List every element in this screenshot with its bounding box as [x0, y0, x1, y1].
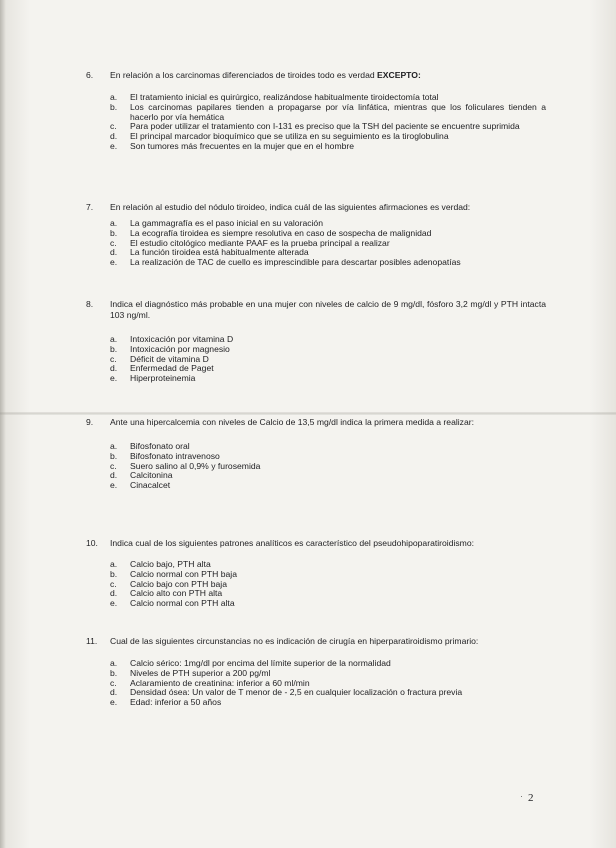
question-text: Ante una hipercalcemia con niveles de Calcio de 13,5 mg/dl indica la primera medida a realizar:	[110, 417, 474, 427]
options-list	[110, 659, 546, 708]
question-number: 7.	[86, 202, 94, 212]
question-number: 9.	[86, 417, 94, 427]
paper-fold	[0, 412, 616, 415]
question-number: 8.	[86, 299, 94, 309]
option-c[interactable]: c. Suero salino al 0,9% y furosemida	[110, 460, 261, 471]
option-a[interactable]: a. El tratamiento inicial es quirúrgico, realizándose habitualmente tiroidectomía total	[110, 92, 439, 102]
option-e[interactable]: e. Son tumores más frecuentes en la mujer que en el hombre	[110, 140, 355, 151]
question-text: Indica cual de los siguientes patrones analíticos es característico del pseudohipoparatiroidismo:	[110, 538, 475, 548]
options-list	[110, 335, 546, 384]
question-9	[86, 417, 546, 491]
option-d[interactable]: d. La función tiroidea está habitualmente alterada	[110, 247, 309, 258]
question-11	[86, 636, 546, 708]
question-text: En relación a los carcinomas diferenciados de tiroides todo es verdad	[110, 70, 375, 80]
question-text: Cual de las siguientes circunstancias no es indicación de cirugía en hiperparatiroidismo primario:	[110, 636, 479, 646]
question-stem	[86, 202, 546, 213]
option-b[interactable]: b. Calcio normal con PTH baja	[110, 568, 237, 579]
question-8	[86, 299, 546, 384]
scan-mark: ·	[520, 791, 523, 801]
scan-edge	[0, 0, 6, 848]
option-b[interactable]: b. Niveles de PTH superior a 200 pg/ml	[110, 667, 271, 678]
option-b[interactable]: b. Los carcinomas papilares tienden a propagarse por vía linfática, mientras que los foliculares tienden a hacerlo por vía hemática	[110, 101, 546, 122]
option-e[interactable]: e. La realización de TAC de cuello es imprescindible para descartar posibles adenopatías	[110, 257, 461, 268]
option-d[interactable]: d. Calcio alto con PTH alta	[110, 588, 223, 599]
option-d[interactable]: d. Calcitonina	[110, 470, 173, 481]
question-text: Indica el diagnóstico más probable en una mujer con niveles de calcio de 9 mg/dl, fósforo 3,2 mg/dl y PTH intacta 103 ng/ml.	[110, 299, 546, 320]
question-stem	[86, 538, 546, 549]
option-c[interactable]: c. Aclaramiento de creatinina: inferior a 60 ml/min	[110, 677, 310, 688]
option-c[interactable]: c. El estudio citológico mediante PAAF es la prueba principal a realizar	[110, 237, 390, 248]
page-number: 2	[528, 792, 534, 804]
options-list	[110, 219, 546, 268]
option-e[interactable]: e. Calcio normal con PTH alta	[110, 598, 235, 609]
question-emphasis: EXCEPTO:	[377, 70, 421, 80]
option-d[interactable]: d. El principal marcador bioquímico que se utiliza en su seguimiento es la tiroglobulina	[110, 131, 449, 142]
question-stem	[86, 299, 546, 321]
option-b[interactable]: b. Intoxicación por magnesio	[110, 343, 230, 354]
option-c[interactable]: c. Calcio bajo con PTH baja	[110, 578, 227, 589]
option-d[interactable]: d. Densidad ósea: Un valor de T menor de - 2,5 en cualquier localización o fractura previa	[110, 687, 463, 698]
option-c[interactable]: c. Para poder utilizar el tratamiento con I-131 es preciso que la TSH del paciente se encuentre suprimida	[110, 121, 520, 132]
option-a[interactable]: a. Calcio sérico: 1mg/dl por encima del límite superior de la normalidad	[110, 658, 391, 668]
question-text: En relación al estudio del nódulo tiroideo, indica cuál de las siguientes afirmaciones es verdad:	[110, 202, 471, 212]
options-list	[110, 442, 546, 491]
options-list	[110, 93, 546, 152]
options-list	[110, 560, 546, 609]
question-6	[86, 70, 546, 152]
option-b[interactable]: b. La ecografía tiroidea es siempre resolutiva en caso de sospecha de malignidad	[110, 227, 432, 238]
option-b[interactable]: b. Bifosfonato intravenoso	[110, 450, 220, 461]
option-a[interactable]: a. Intoxicación por vitamina D	[110, 334, 234, 344]
option-a[interactable]: a. La gammagrafía es el paso inicial en su valoración	[110, 218, 323, 228]
option-a[interactable]: a. Calcio bajo, PTH alta	[110, 559, 211, 569]
question-7	[86, 202, 546, 268]
question-number: 11.	[86, 636, 98, 646]
question-10	[86, 538, 546, 609]
option-e[interactable]: e. Hiperproteinemia	[110, 373, 196, 384]
option-e[interactable]: e. Edad: inferior a 50 años	[110, 697, 222, 708]
option-a[interactable]: a. Bifosfonato oral	[110, 441, 190, 451]
option-d[interactable]: d. Enfermedad de Paget	[110, 363, 214, 374]
option-c[interactable]: c. Déficit de vitamina D	[110, 353, 209, 364]
question-stem	[86, 417, 546, 428]
question-stem	[86, 636, 546, 647]
question-number: 6.	[86, 70, 94, 80]
question-stem	[86, 70, 546, 81]
option-e[interactable]: e. Cinacalcet	[110, 480, 171, 491]
question-number: 10.	[86, 538, 98, 548]
